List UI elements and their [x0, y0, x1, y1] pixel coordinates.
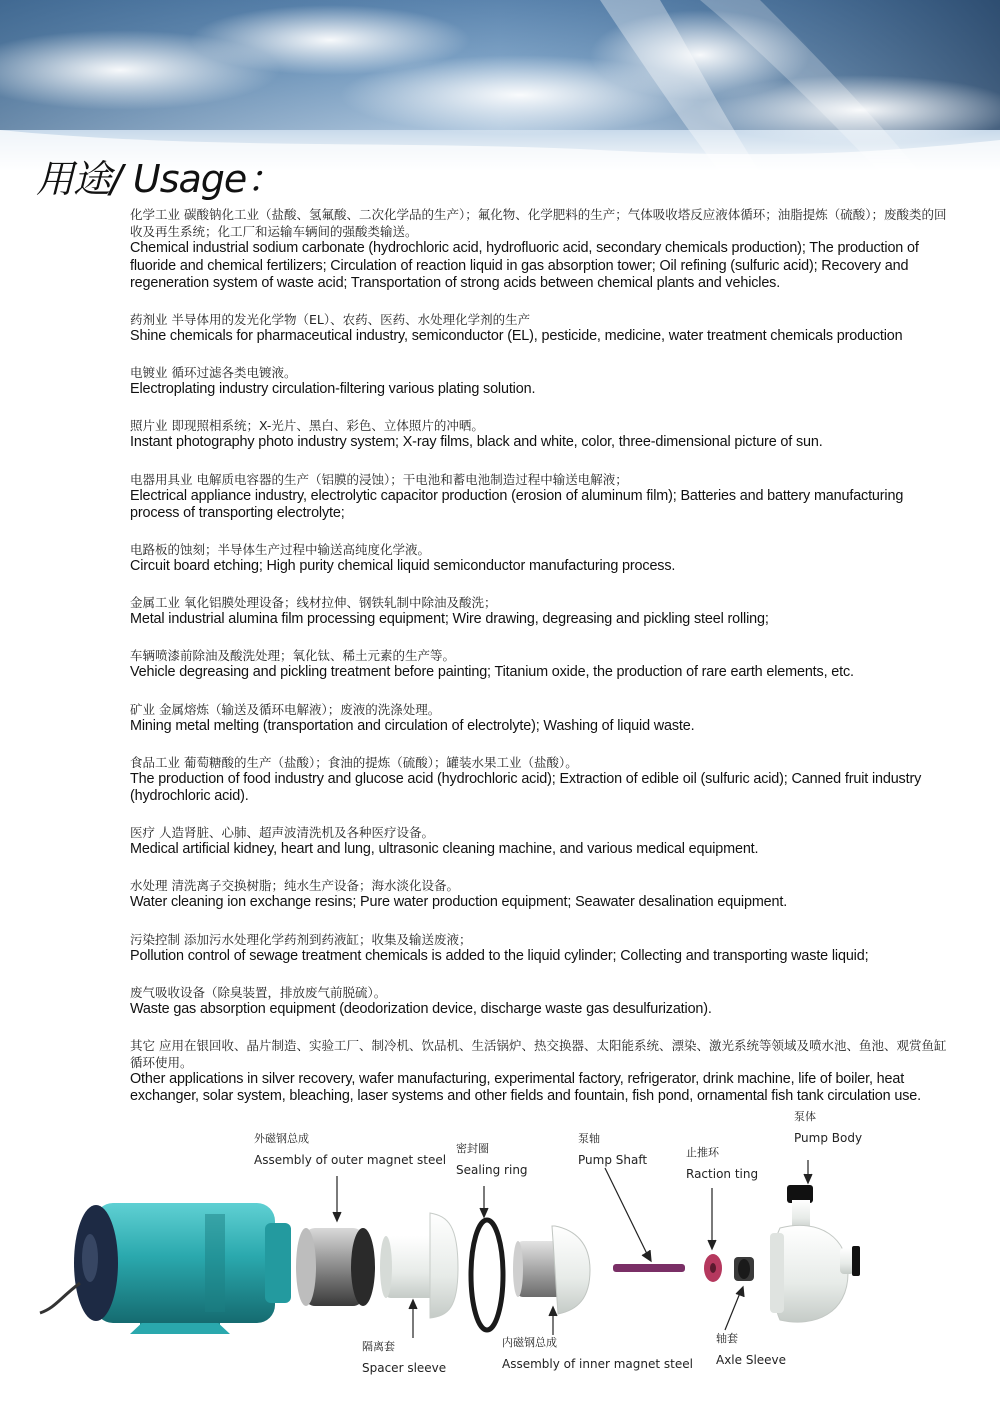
usage-en: Mining metal melting (transportation and circulation of electrolyte); Washing of liquid waste.: [130, 717, 695, 734]
usage-list: [130, 206, 955, 1124]
usage-zh: 矿业 金属熔炼（输送及循环电解液）；废液的洗涤处理。: [130, 701, 441, 717]
usage-en: Metal industrial alumina film processing equipment; Wire drawing, degreasing and pickling steel rolling;: [130, 611, 769, 628]
label-sealing-ring: [456, 1142, 528, 1178]
usage-zh: 电路板的蚀刻；半导体生产过程中输送高纯度化学液。: [130, 542, 431, 558]
label-zh: 隔离套: [362, 1340, 395, 1353]
sealing-ring-image: [471, 1220, 503, 1330]
usage-item: [130, 701, 955, 736]
label-en: Raction ting: [686, 1167, 759, 1181]
usage-zh: 食品工业 葡萄糖酸的生产（盐酸）；食油的提炼（硫酸）；罐装水果工业（盐酸）。: [130, 754, 578, 770]
usage-en: Water cleaning ion exchange resins; Pure water production equipment; Seawater desalination equipment.: [130, 894, 788, 911]
usage-zh: 车辆喷漆前除油及酸洗处理；氧化钛、稀土元素的生产等。: [130, 648, 456, 664]
label-zh: 外磁钢总成: [254, 1132, 309, 1145]
usage-zh: 医疗 人造肾脏、心肺、超声波清洗机及各种医疗设备。: [130, 825, 434, 841]
label-zh: 轴套: [716, 1332, 738, 1345]
usage-item: [130, 824, 955, 859]
label-zh: 内磁钢总成: [502, 1336, 557, 1349]
usage-en: Waste gas absorption equipment (deodorization device, discharge waste gas desulfurization).: [130, 1000, 712, 1017]
inner-magnet-image: [513, 1226, 590, 1314]
usage-item: [130, 984, 955, 1019]
label-en: Assembly of inner magnet steel: [502, 1357, 693, 1371]
usage-item: [130, 311, 955, 346]
usage-item: [130, 541, 955, 576]
label-raction-ting: [686, 1146, 758, 1182]
usage-zh: 其它 应用在银回收、晶片制造、实验工厂、制冷机、饮品机、生活锅炉、热交换器、太阳能系统、漂染、激光系统等领域及喷水池、鱼池、观赏鱼缸循环使用。: [130, 1037, 947, 1070]
usage-en: Instant photography photo industry system; X-ray films, black and white, color, three-dimensional picture of sun.: [130, 434, 823, 451]
label-pump-body: [794, 1110, 862, 1146]
label-spacer-sleeve: [362, 1340, 446, 1376]
usage-item: [130, 877, 955, 912]
usage-item: [130, 931, 955, 966]
usage-en: Circuit board etching; High purity chemical liquid semiconductor manufacturing process.: [130, 558, 676, 575]
usage-en: Electroplating industry circulation-filtering various plating solution.: [130, 381, 536, 398]
pump-exploded-diagram: [0, 1108, 1000, 1415]
usage-zh: 照片业 即现照相系统；X-光片、黑白、彩色、立体照片的冲晒。: [130, 418, 484, 434]
usage-zh: 电器用具业 电解质电容器的生产（铝膜的浸蚀）；干电池和蓄电池制造过程中输送电解液；: [130, 471, 628, 487]
usage-item: [130, 647, 955, 682]
spacer-sleeve-image: [380, 1213, 458, 1318]
usage-item: [130, 471, 955, 523]
usage-item: [130, 364, 955, 399]
label-en: Assembly of outer magnet steel: [254, 1153, 447, 1167]
label-en: Pump Shaft: [578, 1153, 648, 1167]
usage-item: [130, 417, 955, 452]
label-zh: 止推环: [686, 1146, 719, 1159]
usage-en: Shine chemicals for pharmaceutical industry, semiconductor (EL), pesticide, medicine, water treatment chemicals production: [130, 328, 903, 345]
water-banner-image: [0, 0, 1000, 172]
label-en: Axle Sleeve: [716, 1353, 787, 1367]
usage-zh: 水处理 清洗离子交换树脂；纯水生产设备；海水淡化设备。: [130, 878, 459, 894]
usage-zh: 药剂业 半导体用的发光化学物（EL）、农药、医药、水处理化学剂的生产: [130, 312, 531, 328]
usage-heading: 用途/ Usage：: [36, 157, 284, 201]
usage-zh: 电镀业 循环过滤各类电镀液。: [130, 365, 297, 381]
raction-ring-image: [704, 1254, 722, 1282]
usage-item: [130, 594, 955, 629]
usage-en: Electrical appliance industry, electrolytic capacitor production (erosion of aluminum film); Batteries and battery manufacturing process of transporting electrolyte;: [130, 487, 904, 522]
usage-zh: 化学工业 碳酸钠化工业（盐酸、氢氟酸、二次化学品的生产）；氟化物、化学肥料的生产；气体吸收塔反应液体循环；油脂提炼（硫酸）；废酸类的回收及再生系统；化工厂和运输车辆间的强酸类输送。: [130, 207, 947, 239]
motor-image: [40, 1203, 291, 1334]
usage-zh: 废气吸收设备（除臭装置，排放废气前脱硫）。: [130, 984, 387, 1000]
usage-en: Vehicle degreasing and pickling treatment before painting; Titanium oxide, the production of rare earth elements, etc.: [130, 664, 854, 681]
usage-en: The production of food industry and glucose acid (hydrochloric acid); Extraction of edible oil (sulfuric acid); Canned fruit industry (hydrochloric acid).: [130, 770, 922, 805]
label-outer-magnet: [254, 1132, 446, 1168]
label-inner-magnet: [502, 1336, 693, 1372]
usage-item: [130, 206, 955, 293]
pump-body-image: [770, 1185, 860, 1322]
label-zh: 泵体: [794, 1110, 816, 1123]
pump-shaft-image: [613, 1264, 685, 1272]
label-axle-sleeve: [716, 1332, 786, 1368]
outer-magnet-image: [296, 1228, 375, 1306]
label-pump-shaft: [578, 1132, 647, 1168]
usage-en: Medical artificial kidney, heart and lung, ultrasonic cleaning machine, and various medical equipment.: [130, 841, 759, 858]
label-zh: 泵轴: [578, 1132, 600, 1145]
usage-en: Chemical industrial sodium carbonate (hydrochloric acid, hydrofluoric acid, secondary chemicals production); The production of fluoride and chemical fertilizers; Circulation of reaction liquid in gas absorption tower; Oil refining (sulfuric acid); Recovery and regeneration system of waste acid; Transportation of strong acids between chemical plants and vehicles.: [130, 240, 919, 292]
label-en: Sealing ring: [456, 1163, 528, 1177]
axle-sleeve-image: [734, 1257, 754, 1281]
usage-item: [130, 754, 955, 806]
usage-en: Other applications in silver recovery, wafer manufacturing, experimental factory, refrigerator, drink machine, life of boiler, heat exchanger, solar system, bleaching, laser systems and other fields and fountain, fish pond, ornamental fish tank circulation use.: [130, 1070, 921, 1105]
usage-item: [130, 1037, 955, 1106]
usage-en: Pollution control of sewage treatment chemicals is added to the liquid cylinder; Collecting and transporting waste liquid;: [130, 947, 869, 964]
label-en: Spacer sleeve: [362, 1361, 447, 1375]
label-en: Pump Body: [794, 1131, 863, 1145]
usage-zh: 金属工业 氧化铝膜处理设备；线材拉伸、钢铁轧制中除油及酸洗；: [130, 595, 497, 611]
usage-zh: 污染控制 添加污水处理化学药剂到药液缸；收集及输送废液；: [130, 931, 472, 947]
label-zh: 密封圈: [456, 1142, 489, 1155]
